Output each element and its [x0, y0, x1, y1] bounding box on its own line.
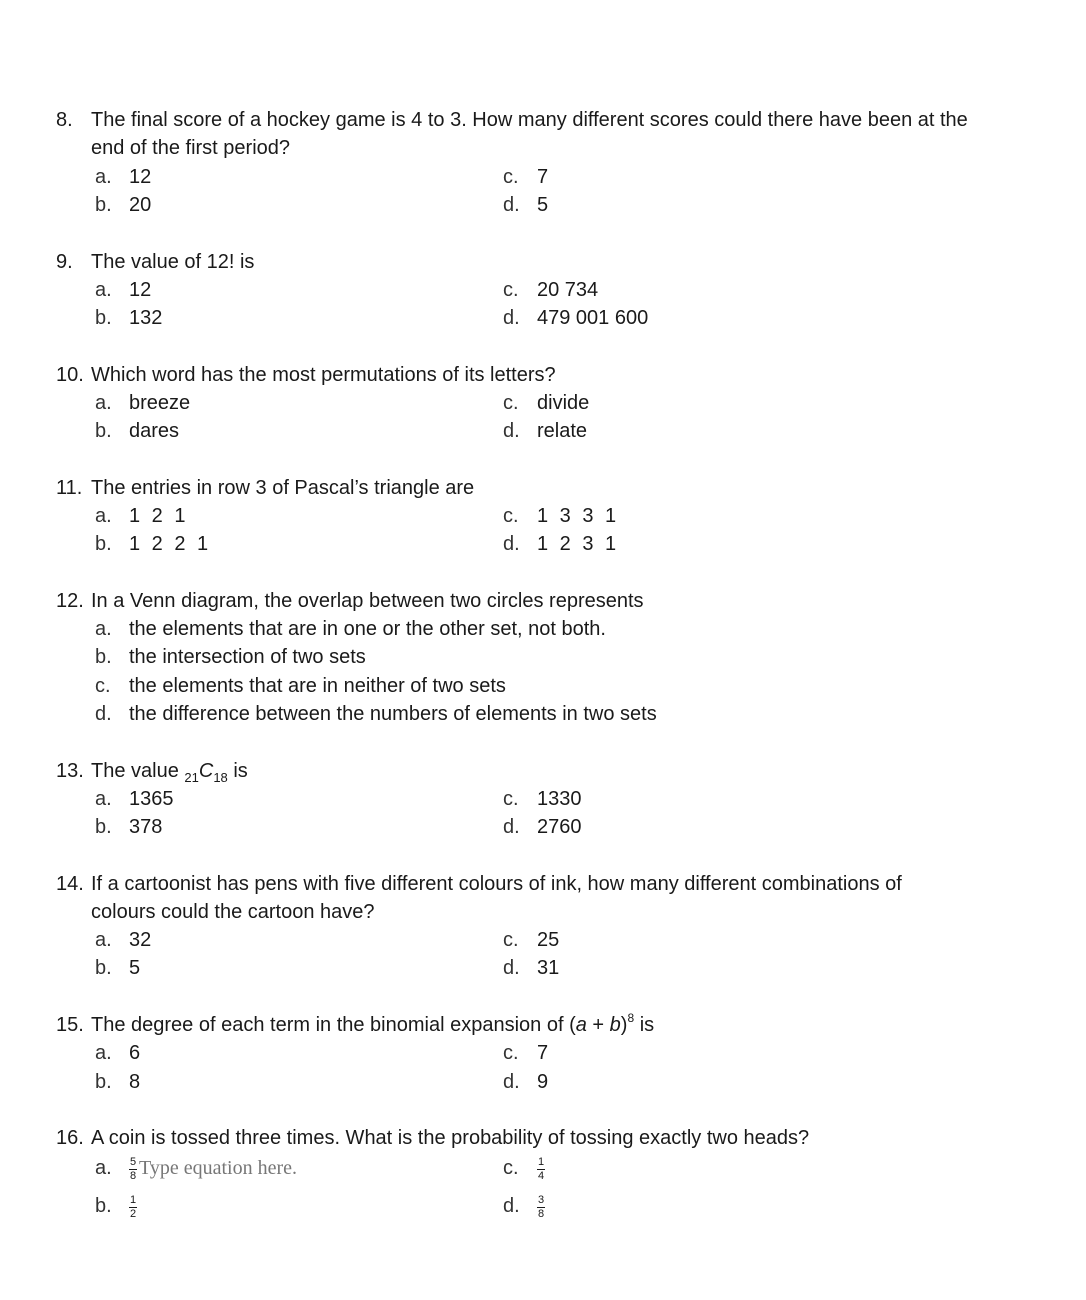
question-16 — [56, 1124, 1036, 1152]
question-text-continued: end of the first period? — [91, 137, 291, 159]
question-11 — [56, 474, 1036, 502]
question-8 — [56, 106, 1036, 162]
combination-r: 18 — [213, 770, 228, 785]
fraction: $\frac{3}{8}$ — [537, 1194, 545, 1221]
question-number: 14. — [56, 873, 84, 895]
question-15 — [56, 1011, 1036, 1039]
question-10 — [56, 361, 1036, 389]
question-text: The entries in row 3 of Pascal’s triangle are — [91, 477, 475, 499]
question-text: The degree of each term in the binomial expansion of $(a + b)^8$ is — [91, 1011, 655, 1036]
question-number: 10. — [56, 364, 84, 386]
combination-n: 21 — [184, 770, 199, 785]
fraction: $\frac{1}{2}$ — [129, 1194, 137, 1221]
question-text: The value $_{21}C_{18}$ is — [91, 760, 248, 785]
combination-symbol: C — [198, 760, 214, 782]
question-12 — [56, 587, 1036, 615]
question-14 — [56, 870, 1036, 926]
question-text: The final score of a hockey game is 4 to 3. How many different scores could there have been at the — [91, 109, 968, 131]
question-text: The value of 12! is — [91, 251, 255, 273]
question-13 — [56, 757, 1036, 785]
question-number: 12. — [56, 590, 84, 612]
question-number: 9. — [56, 251, 73, 273]
question-number: 11. — [56, 477, 83, 499]
question-text: In a Venn diagram, the overlap between two circles represents — [91, 590, 644, 612]
exponent: 8 — [627, 1011, 635, 1025]
question-text-continued: colours could the cartoon have? — [91, 901, 375, 923]
equation-placeholder[interactable]: Type equation here. — [139, 1157, 297, 1179]
fraction: $\frac{1}{4}$ — [537, 1156, 545, 1183]
question-text: Which word has the most permutations of its letters? — [91, 364, 556, 386]
question-number: 15. — [56, 1014, 84, 1036]
question-number: 16. — [56, 1127, 84, 1149]
question-text: If a cartoonist has pens with five different colours of ink, how many different combinations of — [91, 873, 902, 895]
question-text: A coin is tossed three times. What is the probability of tossing exactly two heads? — [91, 1127, 810, 1149]
fraction: $\frac{5}{8}$ — [129, 1156, 137, 1183]
question-9 — [56, 248, 1036, 276]
question-number: 13. — [56, 760, 84, 782]
question-number: 8. — [56, 109, 73, 131]
